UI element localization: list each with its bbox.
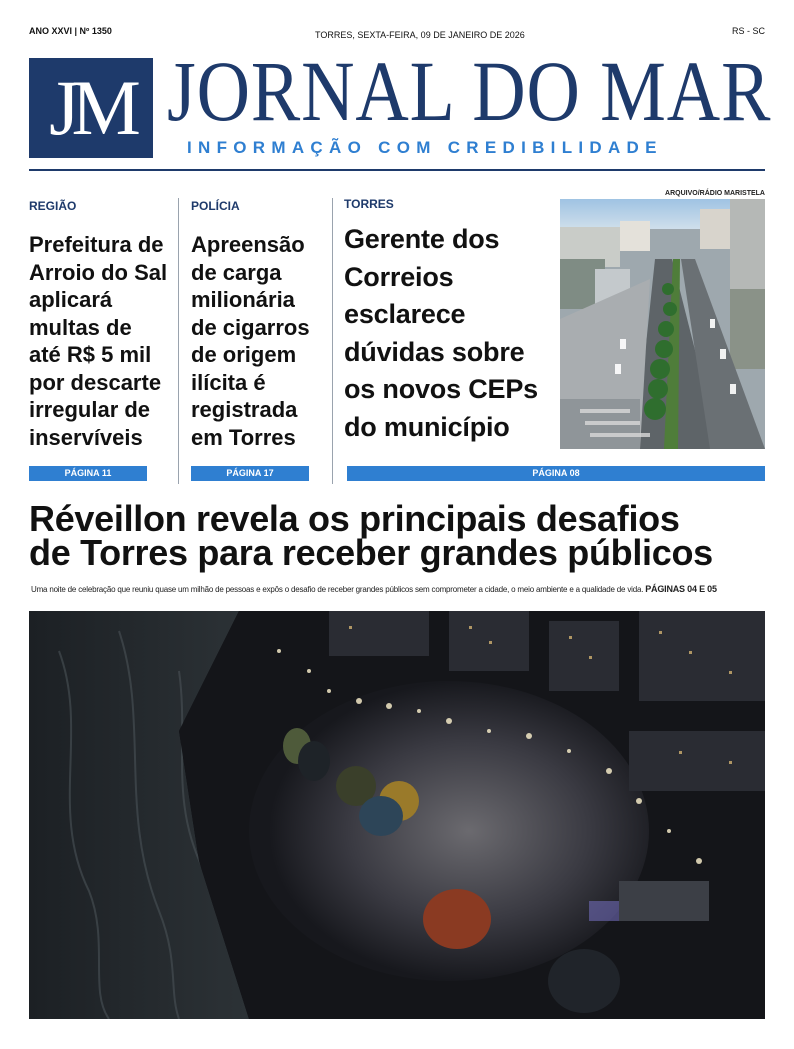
logo-letters: JM: [49, 64, 133, 151]
story-headline[interactable]: Gerente dos Correios esclarece dúvidas sobre os novos CEPs do município: [344, 224, 538, 442]
page-ref-08[interactable]: PÁGINA 08: [347, 466, 765, 481]
reveillon-aerial-image: [29, 611, 765, 1019]
story-headline[interactable]: Prefeitura de Arroio do Sal aplicará multas de até R$ 5 mil por descarte irregular de inservíveis: [29, 232, 168, 450]
street-photo: [560, 199, 765, 449]
story-torres[interactable]: [344, 196, 550, 446]
region-label: RS - SC: [731, 26, 765, 36]
dateline: TORRES, SEXTA-FEIRA, 09 DE JANEIRO DE 2026: [315, 30, 525, 40]
page-ref-17[interactable]: PÁGINA 17: [191, 466, 309, 481]
edition-number: ANO XXVI | Nº 1350: [29, 26, 112, 36]
story-headline[interactable]: Apreensão de carga milionária de cigarros de origem ilícita é registrada em Torres: [191, 232, 310, 450]
story-policia[interactable]: [191, 196, 319, 451]
dek-text: Uma noite de celebração que reuniu quase um milhão de pessoas e expôs o desafio de receber grandes públicos sem comprometer a cidade, o meio ambiente e a qualidade de vida.: [31, 585, 646, 594]
section-label: POLÍCIA: [191, 199, 240, 213]
main-dek: [31, 584, 771, 594]
story-regiao[interactable]: [29, 196, 169, 451]
dek-page-ref[interactable]: PÁGINAS 04 E 05: [645, 584, 717, 594]
top-bar: [29, 26, 765, 40]
column-divider: [332, 198, 333, 484]
masthead-rule: [29, 169, 765, 171]
photo-credit: ARQUIVO/RÁDIO MARISTELA: [665, 190, 765, 197]
tagline: INFORMAÇÃO COM CREDIBILIDADE: [187, 138, 663, 157]
logo: [29, 58, 153, 158]
hero-photo: [29, 611, 765, 1019]
newspaper-title: JORNAL DO MAR: [167, 43, 772, 139]
section-label: REGIÃO: [29, 199, 77, 213]
section-label: TORRES: [344, 197, 394, 211]
street-aerial-image: [560, 199, 765, 449]
page-ref-11[interactable]: PÁGINA 11: [29, 466, 147, 481]
main-headline-line-2[interactable]: de Torres para receber grandes públicos: [29, 532, 713, 573]
main-headline-line-1[interactable]: Réveillon revela os principais desafios: [29, 498, 680, 539]
column-divider: [178, 198, 179, 484]
masthead: [29, 43, 772, 162]
main-headline[interactable]: [29, 498, 769, 573]
